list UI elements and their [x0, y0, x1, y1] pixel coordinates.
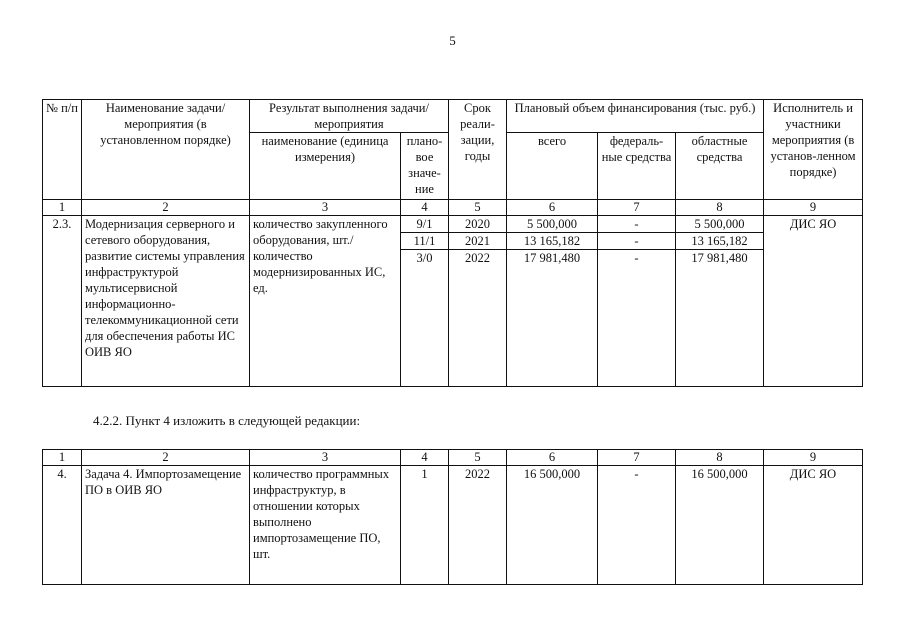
row-executor: ДИС ЯО [764, 216, 863, 387]
row-year: 2022 [449, 466, 507, 585]
col-num-4: 4 [401, 200, 449, 216]
federal-2022: - [598, 250, 676, 387]
col-num-6: 6 [507, 450, 598, 466]
federal-2021: - [598, 233, 676, 250]
row-result-name: количество программных инфраструктур, в отношении которых выполнено импортозамещение ПО, шт. [250, 466, 401, 585]
header-result-name: наименование (единица измерения) [250, 133, 401, 200]
row-executor: ДИС ЯО [764, 466, 863, 585]
page-number: 5 [449, 33, 456, 48]
col-num-9: 9 [764, 450, 863, 466]
program-table [42, 99, 863, 387]
col-num-7: 7 [598, 450, 676, 466]
header-fin-total: всего [507, 133, 598, 200]
header-task-name: Наименование задачи/мероприятия (в установленном порядке) [82, 100, 250, 200]
year-2020: 2020 [449, 216, 507, 233]
header-fin-regional: областные средства [676, 133, 764, 200]
col-num-9: 9 [764, 200, 863, 216]
col-num-2: 2 [82, 450, 250, 466]
row-result-name: количество закупленного оборудования, шт./количество модернизированных ИС, ед. [250, 216, 401, 387]
col-num-6: 6 [507, 200, 598, 216]
row-regional: 16 500,000 [676, 466, 764, 585]
year-2022: 2022 [449, 250, 507, 387]
header-result: Результат выполнения задачи/мероприятия [250, 100, 449, 133]
col-num-5: 5 [449, 200, 507, 216]
col-num-2: 2 [82, 200, 250, 216]
federal-2020: - [598, 216, 676, 233]
total-2020: 5 500,000 [507, 216, 598, 233]
regional-2022: 17 981,480 [676, 250, 764, 387]
row-task-name: Модернизация серверного и сетевого оборудования, развитие системы управления инфраструктурой мультисервисной информационно-телекоммуникационной сети для обеспечения работы ИС ОИВ ЯО [82, 216, 250, 387]
row-total: 16 500,000 [507, 466, 598, 585]
program-table-2 [42, 449, 863, 585]
header-executor: Исполнитель и участники мероприятия (в установ-ленном порядке) [764, 100, 863, 200]
year-2021: 2021 [449, 233, 507, 250]
col-num-5: 5 [449, 450, 507, 466]
instruction-text: 4.2.2. Пункт 4 изложить в следующей редакции: [93, 413, 361, 428]
col-num-1: 1 [43, 450, 82, 466]
header-result-planned: плано-вое значе-ние [401, 133, 449, 200]
row-no: 2.3. [43, 216, 82, 387]
total-2021: 13 165,182 [507, 233, 598, 250]
col-num-1: 1 [43, 200, 82, 216]
planned-2020: 9/1 [401, 216, 449, 233]
header-financing: Плановый объем финансирования (тыс. руб.) [507, 100, 764, 133]
planned-2021: 11/1 [401, 233, 449, 250]
total-2022: 17 981,480 [507, 250, 598, 387]
col-num-8: 8 [676, 450, 764, 466]
col-num-3: 3 [250, 450, 401, 466]
table-row [43, 216, 863, 233]
col-num-3: 3 [250, 200, 401, 216]
row-planned: 1 [401, 466, 449, 585]
row-task-name: Задача 4. Импортозамещение ПО в ОИВ ЯО [82, 466, 250, 585]
header-no: № п/п [43, 100, 82, 200]
col-num-4: 4 [401, 450, 449, 466]
column-numbers-row [43, 200, 863, 216]
header-term: Срок реали-зации, годы [449, 100, 507, 200]
row-federal: - [598, 466, 676, 585]
planned-2022: 3/0 [401, 250, 449, 387]
row-no: 4. [43, 466, 82, 585]
header-fin-federal: федераль-ные средства [598, 133, 676, 200]
regional-2021: 13 165,182 [676, 233, 764, 250]
column-numbers-row [43, 450, 863, 466]
table-row [43, 466, 863, 585]
col-num-8: 8 [676, 200, 764, 216]
regional-2020: 5 500,000 [676, 216, 764, 233]
col-num-7: 7 [598, 200, 676, 216]
